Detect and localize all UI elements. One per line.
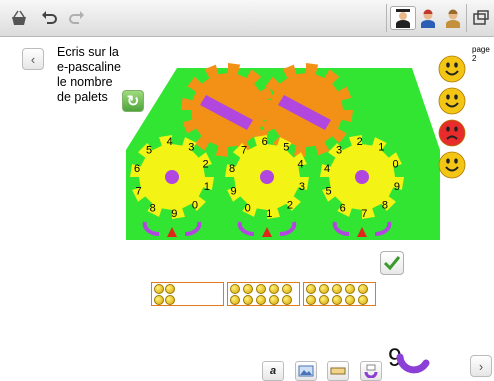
eraser-tool-icon xyxy=(330,365,346,377)
page-label: page 2 xyxy=(472,45,490,63)
palet-token xyxy=(230,284,240,294)
text-tool-button[interactable] xyxy=(262,361,284,381)
chevron-left-icon: ‹ xyxy=(30,51,36,67)
palet-token xyxy=(256,295,266,305)
palet-token xyxy=(358,284,368,294)
image-tool-button[interactable] xyxy=(295,361,317,381)
gear-digit: 2 xyxy=(286,199,293,212)
gear-digit: 6 xyxy=(261,136,268,149)
palet-token xyxy=(165,284,175,294)
palet-group[interactable] xyxy=(303,282,376,306)
gear-digit: 0 xyxy=(244,202,251,215)
instruction-line: le nombre xyxy=(57,75,113,89)
palet-token xyxy=(165,295,175,305)
instruction-line: de palets xyxy=(57,90,108,104)
palet-token xyxy=(269,284,279,294)
palet-token xyxy=(319,295,329,305)
gear-digit: 3 xyxy=(188,141,195,154)
eraser-tool-button[interactable] xyxy=(327,361,349,381)
text-tool-icon: a xyxy=(269,365,277,377)
gear-digit: 9 xyxy=(230,185,237,198)
palet-token xyxy=(306,295,316,305)
checkmark-icon xyxy=(383,254,401,272)
image-tool-icon xyxy=(298,365,314,377)
gear-digit: 7 xyxy=(241,144,248,157)
gear-digit: 1 xyxy=(203,181,210,193)
happy-smiley-icon xyxy=(438,151,466,179)
palet-token xyxy=(154,295,164,305)
gear-digit: 2 xyxy=(356,136,363,149)
sad-smiley-icon xyxy=(438,119,466,147)
palet-token xyxy=(306,284,316,294)
gear-digit: 9 xyxy=(171,207,178,220)
gear-hub xyxy=(355,170,369,184)
happy-smiley-icon xyxy=(438,87,466,115)
gear-digit: 8 xyxy=(381,199,388,212)
palette-tool-icon xyxy=(363,364,379,378)
chevron-right-icon: › xyxy=(478,358,484,374)
gear-digit: 7 xyxy=(361,207,368,220)
palet-group[interactable] xyxy=(151,282,224,306)
palet-token xyxy=(256,284,266,294)
instruction-line: Ecris sur la xyxy=(57,45,119,59)
palet-token xyxy=(230,295,240,305)
gear-digit: 4 xyxy=(324,163,331,175)
gear-digit: 5 xyxy=(146,144,153,157)
palet-token xyxy=(358,295,368,305)
gear-digit: 8 xyxy=(229,163,236,175)
gear-digit: 5 xyxy=(283,141,290,154)
palet-token xyxy=(282,284,292,294)
gear-digit: 8 xyxy=(149,202,156,215)
palet-group[interactable] xyxy=(227,282,300,306)
gear-digit: 2 xyxy=(202,158,209,171)
gear-digit: 5 xyxy=(325,185,332,198)
refresh-icon: ↻ xyxy=(126,93,140,110)
counter-spin-icon[interactable] xyxy=(392,351,432,381)
palette-tool-button[interactable] xyxy=(360,361,382,381)
gear-digit: 6 xyxy=(134,163,141,175)
palet-token xyxy=(154,284,164,294)
gear-digit: 6 xyxy=(339,202,346,215)
palet-token xyxy=(332,284,342,294)
palet-token xyxy=(345,295,355,305)
gear-digit: 9 xyxy=(393,181,400,193)
next-page-button[interactable] xyxy=(470,355,492,377)
palet-token xyxy=(282,295,292,305)
gear-digit: 1 xyxy=(378,141,385,154)
gear-digit: 0 xyxy=(191,199,198,212)
palet-token xyxy=(319,284,329,294)
gear-digit: 3 xyxy=(298,181,305,193)
palet-token xyxy=(345,284,355,294)
counter-value: 9 xyxy=(388,344,402,372)
palet-token xyxy=(332,295,342,305)
gear-hub xyxy=(260,170,274,184)
validate-button[interactable] xyxy=(380,251,404,275)
gear-digit: 3 xyxy=(336,144,343,157)
gear-hub xyxy=(165,170,179,184)
instruction-line: e-pascaline xyxy=(57,60,121,74)
happy-smiley-icon xyxy=(438,55,466,83)
gear-digit: 1 xyxy=(266,207,273,220)
gear-digit: 4 xyxy=(166,136,173,149)
gear-digit: 0 xyxy=(392,158,399,171)
gear-digit: 7 xyxy=(135,185,142,198)
palet-token xyxy=(269,295,279,305)
palet-token xyxy=(243,284,253,294)
gear-digit: 4 xyxy=(297,158,304,171)
palet-token xyxy=(243,295,253,305)
